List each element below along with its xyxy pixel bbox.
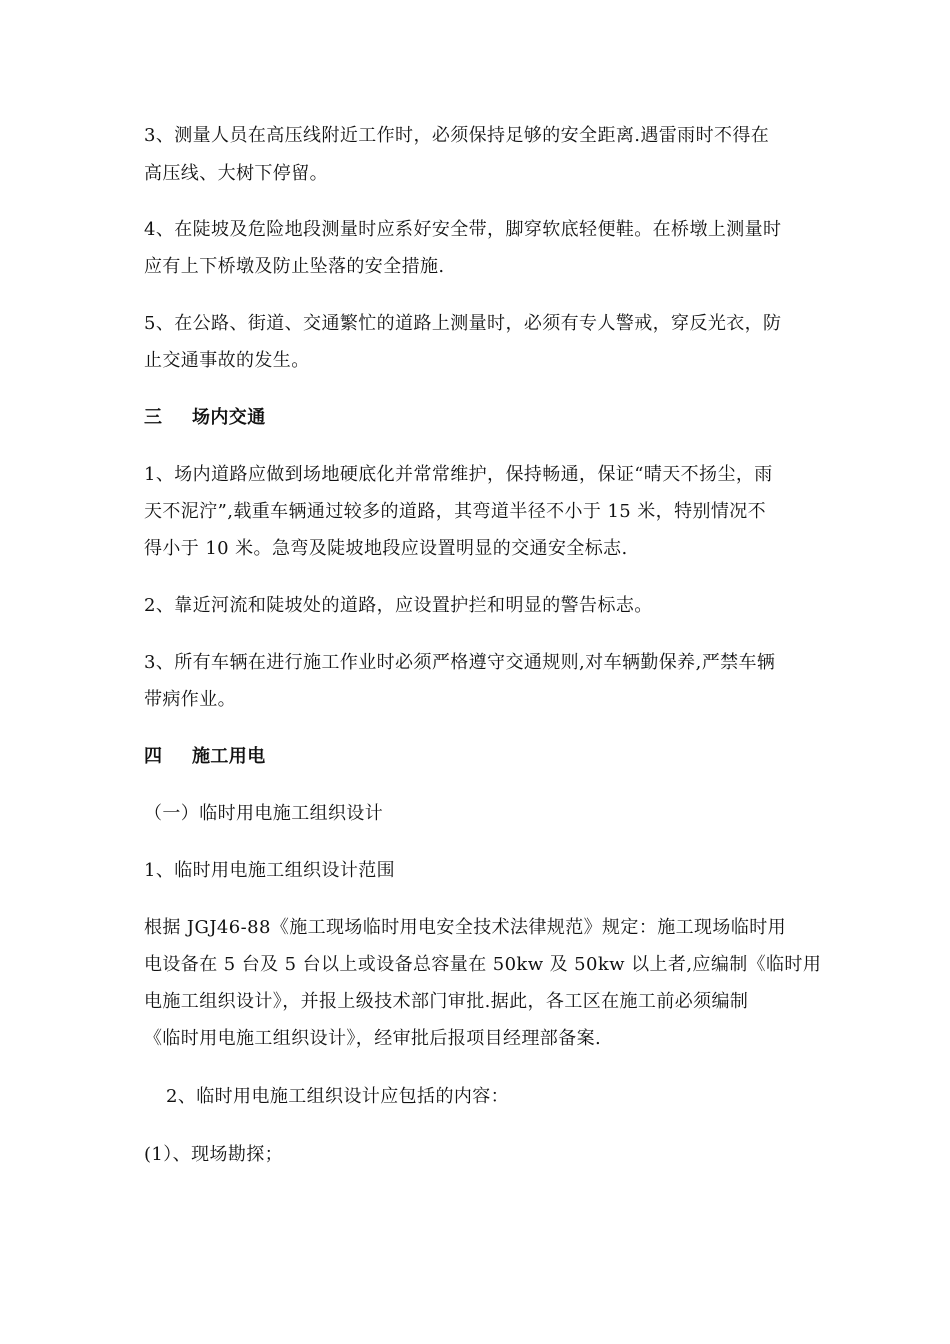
section-3-paragraph-2-line-1: 2、靠近河流和陡坡处的道路，应设置护拦和明显的警告标志。 [144,595,653,616]
paragraph-5-line-2: 止交通事故的发生。 [144,350,310,371]
paragraph-4-line-1: 4、在陡坡及危险地段测量时应系好安全带，脚穿软底轻便鞋。在桥墩上测量时 [144,219,782,240]
section-4-number: 四 [144,746,163,767]
section-4-heading [144,745,824,769]
section-4-subheading-1: （一）临时用电施工组织设计 [144,803,384,824]
section-3-title: 场内交通 [192,407,266,428]
section-4-paragraph-1-line-2: 电设备在 5 台及 5 台以上或设备总容量在 50kw 及 50kw 以上者,应编制《临时用 [144,954,822,975]
section-4-item-2-sub-1: (1）、现场勘探； [144,1144,284,1165]
paragraph-5-line-1: 5、在公路、街道、交通繁忙的道路上测量时，必须有专人警戒，穿反光衣，防 [144,313,782,334]
section-3-paragraph-3-line-1: 3、所有车辆在进行施工作业时必须严格遵守交通规则,对车辆勤保养,严禁车辆 [144,652,776,673]
section-3-number: 三 [144,407,163,428]
section-4-title: 施工用电 [192,746,266,767]
section-4-paragraph-1-line-1: 根据 JGJ46-88《施工现场临时用电安全技术法律规范》规定：施工现场临时用 [144,917,787,938]
section-4-paragraph-1-line-3: 电施工组织设计》，并报上级技术部门审批.据此，各工区在施工前必须编制 [144,991,749,1012]
section-4-item-2: 2、临时用电施工组织设计应包括的内容： [166,1086,510,1107]
paragraph-4-line-2: 应有上下桥墩及防止坠落的安全措施. [144,256,445,277]
section-3-paragraph-1-line-2: 天不泥泞”,载重车辆通过较多的道路，其弯道半径不小于 15 米，特别情况不 [144,501,767,522]
section-3-paragraph-3-line-2: 带病作业。 [144,689,236,710]
section-4-paragraph-1-line-4: 《临时用电施工组织设计》，经审批后报项目经理部备案. [144,1028,602,1049]
paragraph-3-line-1: 3、测量人员在高压线附近工作时，必须保持足够的安全距离.遇雷雨时不得在 [144,125,770,146]
section-3-heading [144,406,824,430]
section-3-paragraph-1-line-1: 1、场内道路应做到场地硬底化并常常维护，保持畅通，保证“晴天不扬尘，雨 [144,464,773,485]
paragraph-3-line-2: 高压线、大树下停留。 [144,163,328,184]
section-3-paragraph-1-line-3: 得小于 10 米。急弯及陡坡地段应设置明显的交通安全标志. [144,538,628,559]
section-4-item-1: 1、临时用电施工组织设计范围 [144,860,396,881]
